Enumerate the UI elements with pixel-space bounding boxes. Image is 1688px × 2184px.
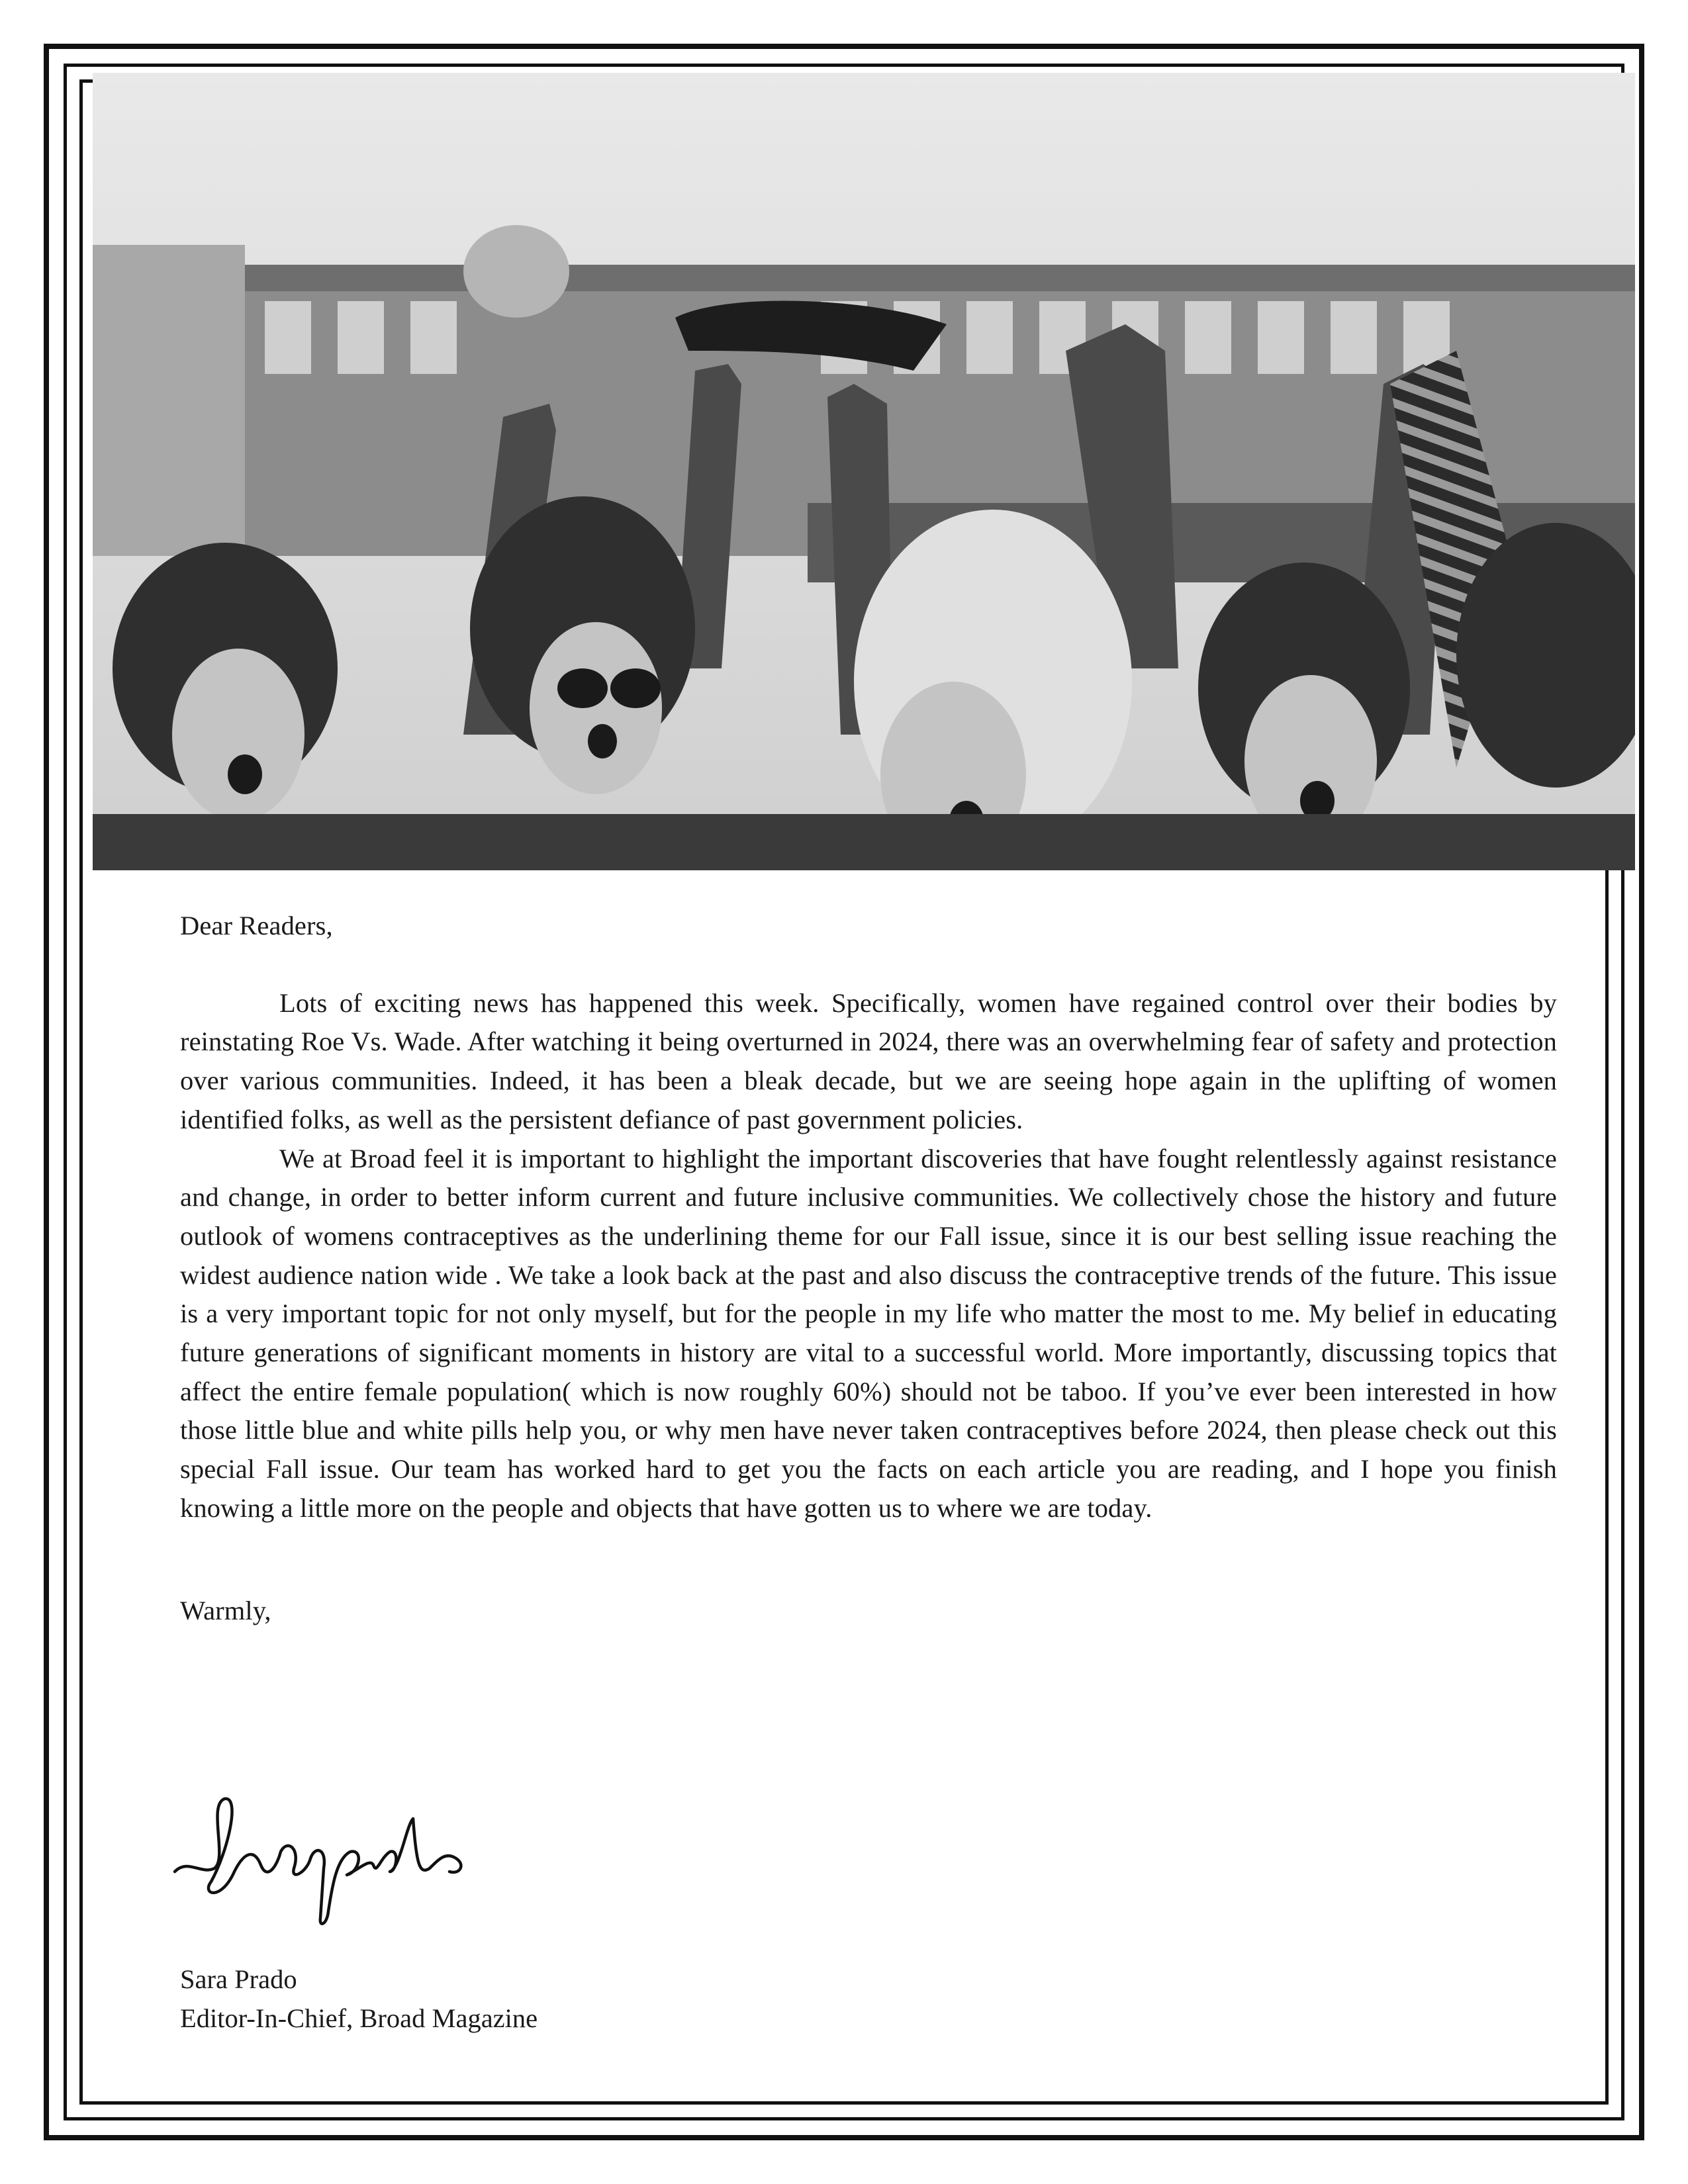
editor-letter <box>180 907 1557 1630</box>
protest-photo-illustration <box>93 73 1635 870</box>
signature-block <box>180 1960 538 2038</box>
letter-greeting: Dear Readers, <box>180 911 333 940</box>
handwritten-signature <box>162 1759 492 1931</box>
protest-photo <box>93 73 1635 870</box>
editor-title: Editor-In-Chief, Broad Magazine <box>180 2003 538 2033</box>
letter-paragraph-1: Lots of exciting news has happened this week. Specifically, women have regained control over their bodies by reinstating Roe Vs. Wade. After watching it being overturned in 2024, there was an overwhelming fear of safety and protection over various communities. Indeed, it has been a bleak decade, but we are seeing hope again in the uplifting of women identified folks, as well as the persistent defiance of past government policies. <box>180 987 1557 1134</box>
letter-closing: Warmly, <box>180 1595 271 1625</box>
editor-name: Sara Prado <box>180 1964 297 1994</box>
letter-paragraph-2: We at Broad feel it is important to highlight the important discoveries that have fought relentlessly against resistance and change, in order to better inform current and future inclusive communities. We collectively chose the history and future outlook of womens contraceptives as the underlining theme for our Fall issue, since it is our best selling issue reaching the widest audience nation wide . We take a look back at the past and also discuss the contraceptive trends of the future. This issue is a very important topic for not only myself, but for the people in my life who matter the most to me. My belief in educating future generations of significant moments in history are vital to a successful world. More importantly, discussing topics that affect the entire female population( which is now roughly 60%) should not be taboo. If you’ve ever been interested in how those little blue and white pills help you, or why men have never taken contraceptives before 2024, then please check out this special Fall issue. Our team has worked hard to get you the facts on each article you are reading, and I hope you finish knowing a little more on the people and objects that have gotten us to where we are today. <box>180 1143 1557 1523</box>
